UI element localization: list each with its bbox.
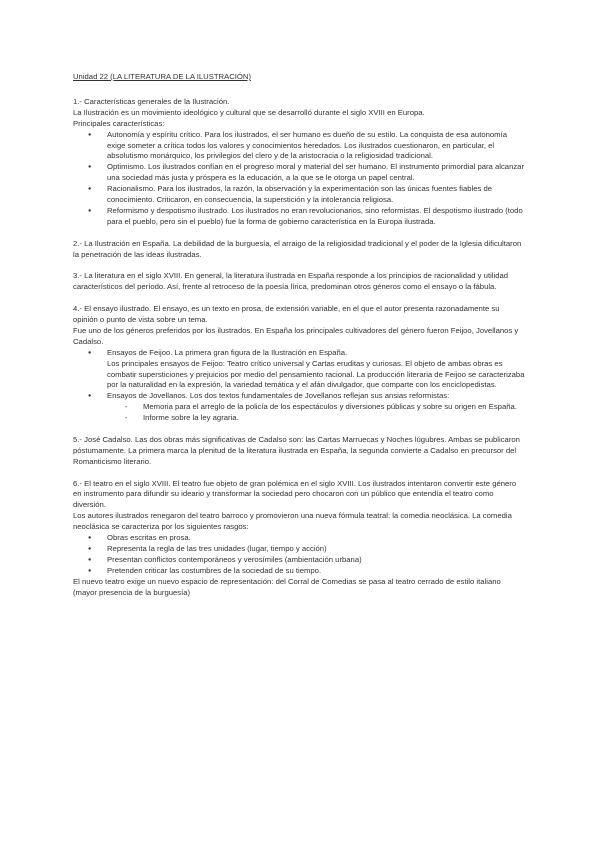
bullet-list xyxy=(73,130,525,228)
list-item: ● Racionalismo. Para los ilustrados, la razón, la observación y la experimentación son las únicas fuentes fiables de conocimiento. Criticaron, en consecuencia, la superstición y la intolerancia religiosa. xyxy=(107,184,525,206)
list-item: ● Reformismo y despotismo ilustrado. Los ilustrados no eran revolucionarios, sino reformistas. El despotismo ilustrado (todo para el pueblo, pero sin el pueblo) fue la forma de gobierno característica en la Europa ilustrada. xyxy=(107,206,525,228)
list-item: ● Autonomía y espíritu crítico. Para los ilustrados, el ser humano es dueño de su estilo. La conquista de esa autonomía exige someter a crítica todos los valores y conocimientos heredados. Los ilustrados cuestionaron, en particular, el absolutismo monárquico, los privilegios del clero y de la aristocracia o la religiosidad tradicional. xyxy=(107,130,525,163)
paragraph: La Ilustración es un movimiento ideológico y cultural que se desarrolló durante el siglo XVIII en Europa. xyxy=(73,107,425,117)
bullet-list xyxy=(73,533,525,577)
paragraph: 4.- El ensayo ilustrado. El ensayo, es un texto en prosa, de extensión variable, en el que el autor presenta razonadamente su opinión o punto de vista sobre un tema. xyxy=(73,304,500,324)
feijoo-title: ● Ensayos de Feijoo. La primera gran figura de la Ilustración en España. xyxy=(107,347,348,357)
list-item: ● Representa la regla de las tres unidades (lugar, tiempo y acción) xyxy=(107,544,525,555)
bullet-list xyxy=(73,348,525,424)
section-cadalso xyxy=(73,435,525,468)
document-page xyxy=(73,72,525,609)
section-literature xyxy=(73,271,525,293)
dash-item: - Memoria para el arreglo de la policía de los espectáculos y diversiones públicas y sobre su origen en España. xyxy=(143,402,525,413)
list-item: ● Pretenden criticar las costumbres de la sociedad de su tiempo. xyxy=(107,566,525,577)
paragraph: El nuevo teatro exige un nuevo espacio de representación: del Corral de Comedias se pasa al teatro cerrado de estilo italiano (mayor presencia de la burguesía) xyxy=(73,576,501,597)
dash-item: - Informe sobre la ley agraria. xyxy=(143,413,525,424)
paragraph: 3.- La literatura en el siglo XVIII. En general, la literatura ilustrada en España responde a los principios de racionalidad y utilidad característicos del período. Así, frente al retroceso de la poesía lírica, predominan otros géneros como el ensayo o la fábula. xyxy=(73,271,509,292)
list-item: ● Obras escritas en prosa. xyxy=(107,533,525,544)
list-label: Principales características: xyxy=(73,118,165,128)
list-item: ● Presentan conflictos contemporáneos y verosímiles (ambientación urbana) xyxy=(107,555,525,566)
paragraph: Fue uno de los géneros preferidos por los ilustrados. En España los principales cultivadores del género fueron Feijoo, Jovellanos y Cadalso. xyxy=(73,325,519,346)
section-spain xyxy=(73,239,525,261)
jovellanos-text: ● Ensayos de Jovellanos. Los dos textos fundamentales de Jovellanos reflejan sus ansias reformistas: xyxy=(107,391,450,401)
list-item: ● Optimismo. Los ilustrados confían en el progreso moral y material del ser humano. El instrumento primordial para alcanzar una sociedad más justa y próspera es la educación, a la que se le otorga un papel central. xyxy=(107,162,525,184)
section-heading: 1.- Características generales de la Ilustración. xyxy=(73,96,230,106)
feijoo-text: Los principales ensayos de Feijoo: Teatro crítico universal y Cartas eruditas y curiosas. El objeto de ambas obras es combatir supersticiones y prejuicios por medio del pensamiento racional. La producción literaria de Feijoo se caracterizaba por la naturalidad en la expresión, la variedad temática y el afán divulgador, que comparte con los enciclopedistas. xyxy=(107,358,525,390)
paragraph: 2.- La Ilustración en España. La debilidad de la burguesía, el arraigo de la religiosidad tradicional y el poder de la Iglesia dificultaron la penetración de las ideas ilustradas. xyxy=(73,238,522,259)
section-essay xyxy=(73,304,525,424)
dash-list xyxy=(107,402,525,424)
paragraph: 5.- José Cadalso. Las dos obras más significativas de Cadalso son: las Cartas Marruecas y Noches lúgubres. Ambas se publicaron póstumamente. La primera marca la plenitud de la literatura ilustrada en España, la segunda convierte a Cadalso en precursor del Romanticismo literario. xyxy=(73,434,520,466)
list-item-feijoo xyxy=(107,348,525,392)
section-theatre xyxy=(73,479,525,599)
list-item-jovellanos xyxy=(107,391,525,424)
document-title: Unidad 22 (LA LITERATURA DE LA ILUSTRACIÓN) xyxy=(73,72,252,81)
paragraph: Los autores ilustrados renegaron del teatro barroco y promovieron una nueva fórmula teatral: la comedia neoclásica. La comedia neoclásica se caracteriza por los siguientes rasgos: xyxy=(73,511,512,532)
paragraph: 6.- El teatro en el siglo XVIII. El teatro fue objeto de gran polémica en el siglo XVIII. Los ilustrados intentaron convertir este género en instrumento para difundir su ideario y transformar la sociedad pero chocaron con un público que entendía el teatro como diversión. xyxy=(73,478,517,510)
section-characteristics xyxy=(73,97,525,228)
